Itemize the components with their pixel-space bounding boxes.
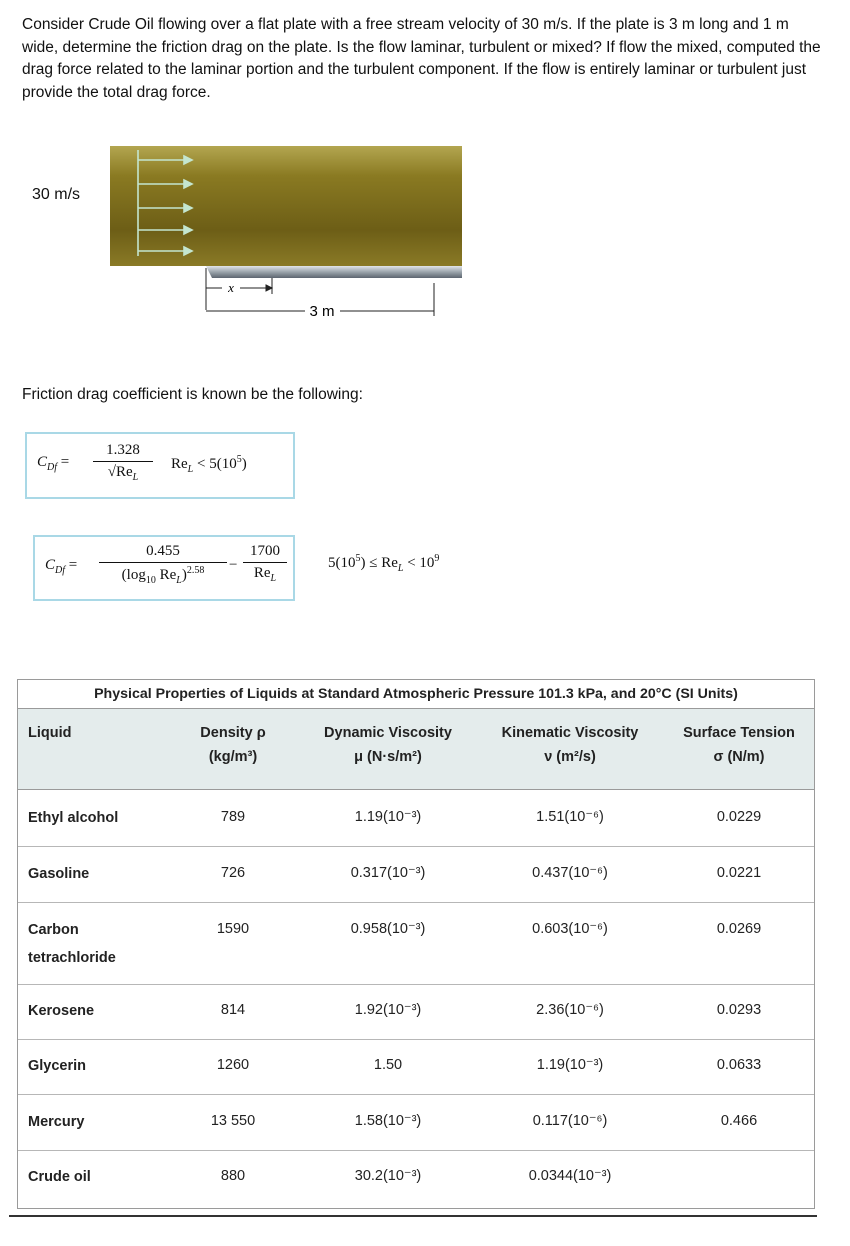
dynamic-viscosity-value: 1.50 [373,1057,403,1073]
liquid-name: Ethyl alcohol [28,810,119,826]
dynamic-viscosity-value: 1.19(10⁻³) [354,809,422,825]
surface-tension-value: 0.466 [720,1113,758,1129]
dynamic-viscosity-value: 1.92(10⁻³) [354,1002,422,1018]
header-dynamic-viscosity: Dynamic Viscosity μ (N·s/m²) [324,725,452,765]
intro-text: Friction drag coefficient is known be the following: [22,386,363,403]
density-value: 726 [220,865,246,881]
turbulent-fraction-1: 0.455 ($\log_{10}$ $Re_L)^{2.58}$ [99,543,227,586]
density-value: 13 550 [210,1113,256,1129]
surface-tension-value: 0.0269 [716,921,762,937]
liquid-name: Glycerin [28,1058,87,1074]
liquid-name: Kerosene [28,1003,95,1019]
laminar-equation [25,432,295,499]
laminar-fraction: 1.328 $√Re_L$ [93,442,153,483]
density-value: 1590 [216,921,250,937]
flat-plate-figure [100,138,470,328]
x-label: x [228,280,234,295]
liquid-properties-table [17,679,815,1209]
header-kinematic-viscosity: Kinematic Viscosity ν (m²/s) [501,725,639,765]
turbulent-condition: $5(10^5) \le Re_L < 10^9$ [328,553,440,574]
density-value: 880 [220,1168,246,1184]
kinematic-viscosity-value: 0.603(10⁻⁶) [532,921,608,937]
liquid-name: Crude oil [28,1169,91,1185]
kinematic-viscosity-value: 2.36(10⁻⁶) [536,1002,604,1018]
minus-sign: − [229,557,238,573]
bottom-rule [9,1215,817,1217]
header-liquid: Liquid [28,725,72,741]
table-caption: Physical Properties of Liquids at Standard Atmospheric Pressure 101.3 kPa, and 20°C (SI Units) [18,680,814,709]
table-header [18,709,814,790]
laminar-condition: $Re_L < 5(10^5)$ [171,454,247,475]
density-value: 789 [220,809,246,825]
surface-tension-value: 0.0221 [716,865,762,881]
problem-statement: Consider Crude Oil flowing over a flat plate with a free stream velocity of 30 m/s. If the plate is 3 m long and 1 m wide, determine the friction drag on the plate. Is the flow laminar, turbulent or mixed? If flow the mixed, computed the drag force related to the laminar portion and the turbulent component. If the flow is entirely laminar or turbulent just provide the total drag force. [22,16,821,101]
header-surface-tension: Surface Tension σ (N/m) [683,725,795,765]
surface-tension-value: 0.0633 [716,1057,762,1073]
kinematic-viscosity-value: 1.51(10⁻⁶) [536,809,604,825]
velocity-label: 30 m/s [32,186,81,203]
density-value: 1260 [216,1057,250,1073]
kinematic-viscosity-value: 1.19(10⁻³) [536,1057,604,1073]
liquid-name: Gasoline [28,866,90,882]
surface-tension-value: 0.0293 [716,1002,762,1018]
turbulent-fraction-2: 1700 $Re_L$ [243,543,287,584]
kinematic-viscosity-value: 0.0344(10⁻³) [528,1168,612,1184]
fluid-region [110,146,462,266]
flat-plate [206,266,462,278]
dynamic-viscosity-value: 0.958(10⁻³) [350,921,426,937]
turbulent-equation [33,535,295,601]
dynamic-viscosity-value: 30.2(10⁻³) [354,1168,422,1184]
dynamic-viscosity-value: 0.317(10⁻³) [350,865,426,881]
kinematic-viscosity-value: 0.117(10⁻⁶) [532,1113,608,1129]
surface-tension-value: 0.0229 [716,809,762,825]
density-value: 814 [220,1002,246,1018]
dynamic-viscosity-value: 1.58(10⁻³) [354,1113,422,1129]
liquid-name: Mercury [28,1114,85,1130]
header-density: Density ρ (kg/m³) [200,725,266,765]
lhs: $C_{Df}$ = [45,557,78,576]
length-label: 3 m [309,303,335,320]
liquid-name: Carbon tetrachloride [28,922,116,966]
kinematic-viscosity-value: 0.437(10⁻⁶) [532,865,608,881]
lhs: $C_{Df}$ = [37,454,70,473]
